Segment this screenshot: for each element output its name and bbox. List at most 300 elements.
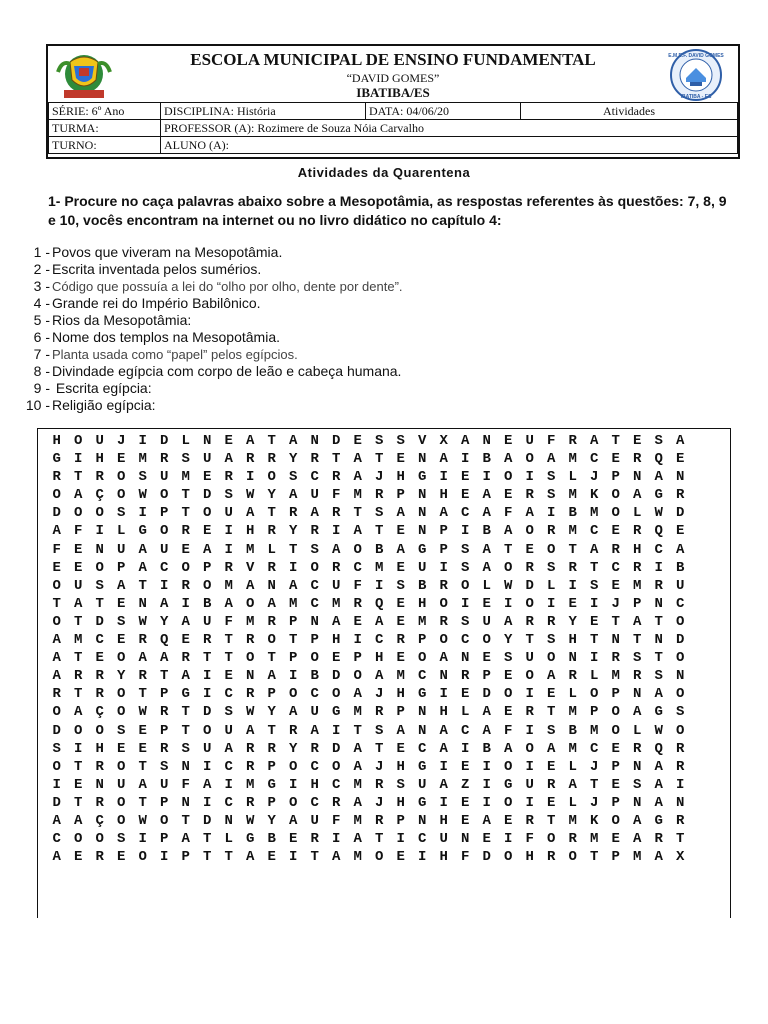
grid-letter[interactable]: N — [633, 758, 642, 775]
grid-letter[interactable]: P — [611, 686, 620, 703]
grid-letter[interactable]: H — [396, 758, 405, 775]
grid-letter[interactable]: C — [418, 740, 427, 757]
grid-letter[interactable]: N — [418, 487, 427, 504]
grid-letter[interactable]: R — [52, 686, 61, 703]
grid-letter[interactable]: S — [310, 541, 319, 558]
grid-letter[interactable]: A — [654, 686, 663, 703]
grid-letter[interactable]: L — [224, 831, 233, 848]
grid-letter[interactable]: S — [375, 505, 384, 522]
grid-letter[interactable]: I — [52, 776, 61, 793]
grid-letter[interactable]: C — [590, 451, 599, 468]
grid-letter[interactable]: M — [181, 469, 190, 486]
grid-letter[interactable]: H — [246, 523, 255, 540]
grid-letter[interactable]: R — [525, 812, 534, 829]
grid-letter[interactable]: I — [547, 505, 556, 522]
grid-letter[interactable]: R — [547, 776, 556, 793]
grid-letter[interactable]: E — [482, 831, 491, 848]
grid-letter[interactable]: Q — [654, 740, 663, 757]
grid-letter[interactable]: M — [353, 704, 362, 721]
grid-letter[interactable]: G — [418, 541, 427, 558]
grid-letter[interactable]: O — [74, 722, 83, 739]
grid-letter[interactable]: R — [375, 812, 384, 829]
grid-letter[interactable]: E — [504, 704, 513, 721]
grid-letter[interactable]: P — [396, 812, 405, 829]
grid-letter[interactable]: Y — [289, 451, 298, 468]
grid-letter[interactable]: R — [289, 505, 298, 522]
grid-letter[interactable]: T — [375, 451, 384, 468]
grid-letter[interactable]: R — [332, 559, 341, 576]
grid-letter[interactable]: D — [52, 794, 61, 811]
grid-letter[interactable]: E — [138, 740, 147, 757]
grid-letter[interactable]: A — [633, 831, 642, 848]
grid-letter[interactable]: O — [160, 812, 169, 829]
grid-letter[interactable]: N — [181, 794, 190, 811]
grid-letter[interactable]: R — [353, 595, 362, 612]
grid-letter[interactable]: A — [138, 559, 147, 576]
grid-letter[interactable]: A — [353, 686, 362, 703]
grid-letter[interactable]: C — [611, 559, 620, 576]
grid-letter[interactable]: A — [353, 740, 362, 757]
grid-letter[interactable]: A — [267, 668, 276, 685]
grid-letter[interactable]: E — [461, 686, 470, 703]
grid-letter[interactable]: N — [461, 831, 470, 848]
grid-letter[interactable]: M — [590, 505, 599, 522]
grid-letter[interactable]: N — [676, 668, 685, 685]
grid-letter[interactable]: F — [461, 849, 470, 866]
grid-letter[interactable]: O — [52, 487, 61, 504]
grid-letter[interactable]: H — [568, 632, 577, 649]
grid-letter[interactable]: G — [52, 451, 61, 468]
grid-letter[interactable]: O — [289, 794, 298, 811]
grid-letter[interactable]: T — [74, 686, 83, 703]
grid-letter[interactable]: S — [547, 722, 556, 739]
grid-letter[interactable]: B — [310, 668, 319, 685]
grid-letter[interactable]: M — [138, 451, 147, 468]
grid-letter[interactable]: A — [676, 541, 685, 558]
grid-letter[interactable]: N — [633, 686, 642, 703]
grid-letter[interactable]: M — [633, 849, 642, 866]
grid-letter[interactable]: R — [633, 668, 642, 685]
grid-letter[interactable]: O — [611, 487, 620, 504]
grid-letter[interactable]: I — [439, 559, 448, 576]
grid-letter[interactable]: I — [439, 469, 448, 486]
grid-letter[interactable]: U — [74, 577, 83, 594]
grid-letter[interactable]: V — [246, 559, 255, 576]
grid-letter[interactable]: F — [547, 433, 556, 449]
grid-letter[interactable]: S — [181, 451, 190, 468]
grid-letter[interactable]: A — [289, 812, 298, 829]
grid-letter[interactable]: D — [332, 740, 341, 757]
grid-letter[interactable]: O — [117, 650, 126, 667]
grid-letter[interactable]: S — [547, 469, 556, 486]
grid-letter[interactable]: G — [654, 812, 663, 829]
grid-letter[interactable]: T — [138, 577, 147, 594]
grid-letter[interactable]: O — [525, 740, 534, 757]
grid-letter[interactable]: A — [74, 812, 83, 829]
grid-letter[interactable]: O — [676, 686, 685, 703]
grid-letter[interactable]: R — [676, 758, 685, 775]
grid-letter[interactable]: O — [525, 451, 534, 468]
grid-letter[interactable]: Y — [289, 523, 298, 540]
grid-letter[interactable]: J — [117, 433, 126, 449]
grid-letter[interactable]: K — [590, 487, 599, 504]
grid-letter[interactable]: E — [95, 650, 104, 667]
grid-letter[interactable]: A — [138, 650, 147, 667]
grid-letter[interactable]: E — [547, 794, 556, 811]
grid-letter[interactable]: A — [332, 849, 341, 866]
grid-letter[interactable]: T — [160, 668, 169, 685]
grid-letter[interactable]: P — [160, 794, 169, 811]
grid-letter[interactable]: I — [482, 758, 491, 775]
grid-letter[interactable]: A — [375, 613, 384, 630]
grid-letter[interactable]: A — [246, 849, 255, 866]
grid-letter[interactable]: T — [590, 776, 599, 793]
grid-letter[interactable]: B — [676, 559, 685, 576]
grid-letter[interactable]: A — [181, 613, 190, 630]
grid-letter[interactable]: O — [504, 794, 513, 811]
grid-letter[interactable]: O — [117, 812, 126, 829]
grid-letter[interactable]: Q — [375, 595, 384, 612]
grid-letter[interactable]: M — [375, 559, 384, 576]
grid-letter[interactable]: M — [289, 595, 298, 612]
grid-letter[interactable]: J — [611, 595, 620, 612]
grid-letter[interactable]: R — [181, 523, 190, 540]
grid-letter[interactable]: O — [246, 650, 255, 667]
grid-letter[interactable]: R — [633, 523, 642, 540]
grid-letter[interactable]: N — [611, 632, 620, 649]
grid-letter[interactable]: S — [375, 722, 384, 739]
grid-letter[interactable]: T — [138, 794, 147, 811]
grid-letter[interactable]: O — [482, 632, 491, 649]
grid-letter[interactable]: T — [138, 686, 147, 703]
grid-letter[interactable]: U — [676, 577, 685, 594]
grid-letter[interactable]: O — [676, 650, 685, 667]
grid-letter[interactable]: S — [396, 776, 405, 793]
grid-letter[interactable]: N — [654, 632, 663, 649]
grid-letter[interactable]: Y — [267, 812, 276, 829]
grid-letter[interactable]: E — [289, 831, 298, 848]
grid-letter[interactable]: R — [396, 632, 405, 649]
grid-letter[interactable]: A — [181, 668, 190, 685]
grid-letter[interactable]: I — [482, 776, 491, 793]
grid-letter[interactable]: A — [332, 541, 341, 558]
grid-letter[interactable]: E — [74, 541, 83, 558]
grid-letter[interactable]: O — [547, 541, 556, 558]
grid-letter[interactable]: N — [310, 433, 319, 449]
grid-letter[interactable]: R — [267, 559, 276, 576]
grid-letter[interactable]: D — [203, 812, 212, 829]
grid-letter[interactable]: T — [138, 758, 147, 775]
grid-letter[interactable]: W — [138, 613, 147, 630]
grid-letter[interactable]: S — [633, 776, 642, 793]
grid-letter[interactable]: C — [654, 541, 663, 558]
grid-letter[interactable]: A — [246, 505, 255, 522]
grid-letter[interactable]: A — [396, 541, 405, 558]
grid-letter[interactable]: O — [461, 577, 470, 594]
grid-letter[interactable]: A — [590, 541, 599, 558]
grid-letter[interactable]: A — [74, 487, 83, 504]
grid-letter[interactable]: M — [590, 831, 599, 848]
grid-letter[interactable]: T — [504, 541, 513, 558]
grid-letter[interactable]: T — [611, 433, 620, 449]
grid-letter[interactable]: K — [590, 812, 599, 829]
grid-letter[interactable]: T — [224, 650, 233, 667]
grid-letter[interactable]: U — [418, 776, 427, 793]
grid-letter[interactable]: S — [396, 433, 405, 449]
grid-letter[interactable]: A — [461, 433, 470, 449]
grid-letter[interactable]: I — [568, 577, 577, 594]
grid-letter[interactable]: R — [95, 849, 104, 866]
grid-letter[interactable]: U — [117, 541, 126, 558]
grid-letter[interactable]: O — [504, 559, 513, 576]
grid-letter[interactable]: B — [568, 722, 577, 739]
grid-letter[interactable]: A — [482, 487, 491, 504]
grid-letter[interactable]: I — [203, 668, 212, 685]
grid-letter[interactable]: O — [525, 668, 534, 685]
grid-letter[interactable]: A — [310, 722, 319, 739]
grid-letter[interactable]: S — [224, 704, 233, 721]
grid-letter[interactable]: W — [654, 505, 663, 522]
grid-letter[interactable]: A — [654, 469, 663, 486]
grid-letter[interactable]: F — [332, 487, 341, 504]
grid-letter[interactable]: P — [160, 505, 169, 522]
grid-letter[interactable]: E — [547, 758, 556, 775]
grid-letter[interactable]: O — [504, 469, 513, 486]
grid-letter[interactable]: R — [547, 613, 556, 630]
grid-letter[interactable]: U — [525, 433, 534, 449]
grid-letter[interactable]: B — [482, 451, 491, 468]
grid-letter[interactable]: R — [246, 632, 255, 649]
grid-letter[interactable]: R — [633, 740, 642, 757]
grid-letter[interactable]: R — [654, 831, 663, 848]
grid-letter[interactable]: T — [224, 849, 233, 866]
grid-letter[interactable]: M — [396, 668, 405, 685]
grid-letter[interactable]: A — [52, 632, 61, 649]
grid-letter[interactable]: C — [590, 740, 599, 757]
grid-letter[interactable]: A — [547, 668, 556, 685]
grid-letter[interactable]: A — [246, 722, 255, 739]
grid-letter[interactable]: I — [289, 668, 298, 685]
grid-letter[interactable]: T — [181, 812, 190, 829]
grid-letter[interactable]: R — [633, 559, 642, 576]
grid-letter[interactable]: S — [654, 433, 663, 449]
grid-letter[interactable]: X — [676, 849, 685, 866]
grid-letter[interactable]: O — [375, 849, 384, 866]
grid-letter[interactable]: T — [181, 722, 190, 739]
grid-letter[interactable]: O — [138, 849, 147, 866]
grid-letter[interactable]: R — [267, 740, 276, 757]
grid-letter[interactable]: E — [461, 487, 470, 504]
grid-letter[interactable]: O — [611, 704, 620, 721]
grid-letter[interactable]: D — [676, 632, 685, 649]
grid-letter[interactable]: P — [160, 831, 169, 848]
grid-letter[interactable]: A — [353, 451, 362, 468]
grid-letter[interactable]: C — [676, 595, 685, 612]
grid-letter[interactable]: E — [547, 686, 556, 703]
grid-letter[interactable]: R — [95, 794, 104, 811]
grid-letter[interactable]: O — [611, 722, 620, 739]
grid-letter[interactable]: A — [439, 451, 448, 468]
grid-letter[interactable]: A — [375, 668, 384, 685]
grid-letter[interactable]: E — [74, 559, 83, 576]
grid-letter[interactable]: H — [418, 595, 427, 612]
grid-letter[interactable]: P — [289, 613, 298, 630]
grid-letter[interactable]: P — [267, 794, 276, 811]
grid-letter[interactable]: D — [52, 505, 61, 522]
grid-letter[interactable]: S — [396, 577, 405, 594]
grid-letter[interactable]: N — [676, 794, 685, 811]
grid-letter[interactable]: G — [418, 758, 427, 775]
grid-letter[interactable]: Q — [160, 632, 169, 649]
grid-letter[interactable]: T — [547, 812, 556, 829]
grid-letter[interactable]: R — [676, 812, 685, 829]
grid-letter[interactable]: T — [310, 849, 319, 866]
grid-letter[interactable]: P — [203, 559, 212, 576]
grid-letter[interactable]: T — [74, 794, 83, 811]
grid-letter[interactable]: G — [418, 794, 427, 811]
grid-letter[interactable]: T — [224, 632, 233, 649]
grid-letter[interactable]: D — [332, 433, 341, 449]
grid-letter[interactable]: P — [590, 704, 599, 721]
grid-letter[interactable]: E — [611, 577, 620, 594]
grid-letter[interactable]: P — [611, 794, 620, 811]
grid-letter[interactable]: E — [224, 668, 233, 685]
grid-letter[interactable]: E — [117, 632, 126, 649]
grid-letter[interactable]: A — [439, 722, 448, 739]
grid-letter[interactable]: L — [568, 469, 577, 486]
grid-letter[interactable]: T — [375, 740, 384, 757]
grid-letter[interactable]: U — [418, 559, 427, 576]
grid-letter[interactable]: J — [375, 794, 384, 811]
grid-letter[interactable]: H — [52, 433, 61, 449]
grid-letter[interactable]: T — [375, 831, 384, 848]
grid-letter[interactable]: B — [482, 740, 491, 757]
grid-letter[interactable]: I — [289, 849, 298, 866]
grid-letter[interactable]: W — [138, 704, 147, 721]
grid-letter[interactable]: H — [525, 849, 534, 866]
grid-letter[interactable]: M — [353, 849, 362, 866]
grid-letter[interactable]: T — [676, 831, 685, 848]
grid-letter[interactable]: N — [246, 668, 255, 685]
grid-letter[interactable]: N — [418, 722, 427, 739]
grid-letter[interactable]: T — [525, 632, 534, 649]
grid-letter[interactable]: A — [654, 794, 663, 811]
grid-letter[interactable]: L — [181, 433, 190, 449]
grid-letter[interactable]: E — [224, 433, 233, 449]
grid-letter[interactable]: T — [289, 541, 298, 558]
grid-letter[interactable]: M — [353, 487, 362, 504]
grid-letter[interactable]: L — [568, 686, 577, 703]
grid-letter[interactable]: R — [611, 541, 620, 558]
grid-letter[interactable]: L — [461, 704, 470, 721]
grid-letter[interactable]: O — [52, 613, 61, 630]
grid-letter[interactable]: A — [332, 613, 341, 630]
grid-letter[interactable]: P — [396, 487, 405, 504]
grid-letter[interactable]: J — [590, 794, 599, 811]
grid-letter[interactable]: N — [181, 758, 190, 775]
grid-letter[interactable]: E — [461, 758, 470, 775]
grid-letter[interactable]: S — [461, 613, 470, 630]
grid-letter[interactable]: U — [160, 541, 169, 558]
grid-letter[interactable]: I — [418, 849, 427, 866]
grid-letter[interactable]: P — [289, 650, 298, 667]
grid-letter[interactable]: R — [568, 668, 577, 685]
grid-letter[interactable]: A — [353, 523, 362, 540]
grid-letter[interactable]: O — [676, 613, 685, 630]
grid-letter[interactable]: A — [439, 650, 448, 667]
grid-letter[interactable]: R — [160, 740, 169, 757]
grid-letter[interactable]: T — [633, 632, 642, 649]
grid-letter[interactable]: M — [332, 595, 341, 612]
grid-letter[interactable]: R — [676, 740, 685, 757]
grid-letter[interactable]: T — [590, 632, 599, 649]
grid-letter[interactable]: A — [353, 469, 362, 486]
grid-letter[interactable]: U — [203, 613, 212, 630]
grid-letter[interactable]: N — [138, 595, 147, 612]
grid-letter[interactable]: I — [439, 686, 448, 703]
grid-letter[interactable]: A — [547, 740, 556, 757]
grid-letter[interactable]: N — [267, 577, 276, 594]
grid-letter[interactable]: E — [203, 523, 212, 540]
grid-letter[interactable]: G — [181, 686, 190, 703]
grid-letter[interactable]: A — [52, 812, 61, 829]
grid-letter[interactable]: I — [525, 794, 534, 811]
grid-letter[interactable]: I — [289, 559, 298, 576]
grid-letter[interactable]: G — [418, 686, 427, 703]
grid-letter[interactable]: R — [310, 523, 319, 540]
grid-letter[interactable]: D — [95, 613, 104, 630]
grid-letter[interactable]: T — [203, 650, 212, 667]
grid-letter[interactable]: O — [310, 650, 319, 667]
grid-letter[interactable]: R — [439, 577, 448, 594]
grid-letter[interactable]: R — [246, 740, 255, 757]
grid-letter[interactable]: A — [203, 541, 212, 558]
grid-letter[interactable]: O — [117, 686, 126, 703]
grid-letter[interactable]: I — [396, 831, 405, 848]
grid-letter[interactable]: I — [590, 595, 599, 612]
grid-letter[interactable]: E — [74, 776, 83, 793]
grid-letter[interactable]: F — [74, 523, 83, 540]
grid-letter[interactable]: C — [310, 794, 319, 811]
grid-letter[interactable]: E — [396, 595, 405, 612]
grid-letter[interactable]: M — [418, 613, 427, 630]
grid-letter[interactable]: E — [353, 613, 362, 630]
grid-letter[interactable]: I — [525, 686, 534, 703]
grid-letter[interactable]: E — [117, 595, 126, 612]
grid-letter[interactable]: B — [375, 541, 384, 558]
grid-letter[interactable]: R — [267, 613, 276, 630]
grid-letter[interactable]: A — [246, 433, 255, 449]
grid-letter[interactable]: R — [525, 613, 534, 630]
grid-letter[interactable]: E — [676, 523, 685, 540]
grid-letter[interactable]: R — [439, 613, 448, 630]
grid-letter[interactable]: I — [353, 632, 362, 649]
grid-letter[interactable]: D — [525, 577, 534, 594]
grid-letter[interactable]: M — [568, 812, 577, 829]
grid-letter[interactable]: I — [525, 758, 534, 775]
grid-letter[interactable]: T — [181, 505, 190, 522]
grid-letter[interactable]: A — [353, 831, 362, 848]
grid-letter[interactable]: P — [353, 650, 362, 667]
grid-letter[interactable]: A — [633, 613, 642, 630]
grid-letter[interactable]: R — [332, 505, 341, 522]
grid-letter[interactable]: M — [568, 487, 577, 504]
grid-letter[interactable]: H — [95, 451, 104, 468]
grid-letter[interactable]: F — [181, 776, 190, 793]
grid-letter[interactable]: O — [353, 541, 362, 558]
grid-letter[interactable]: Ç — [95, 487, 104, 504]
grid-letter[interactable]: L — [547, 577, 556, 594]
